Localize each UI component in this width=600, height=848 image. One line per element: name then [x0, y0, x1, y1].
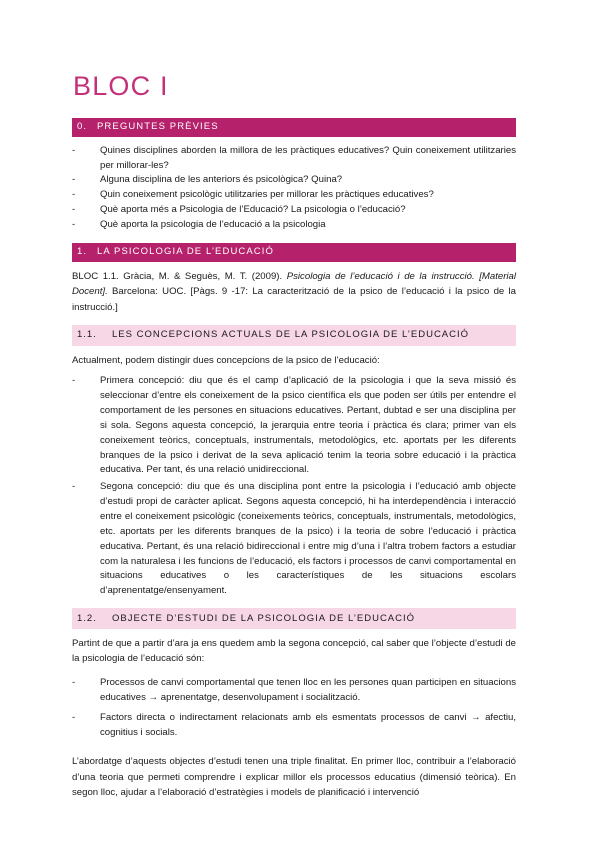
section-header-1	[72, 243, 516, 262]
questions-list	[72, 144, 516, 233]
reference-suffix: Barcelona: UOC. [Pàgs. 9 -17: La caracterització de la psico de l’educació i la psico de la instrucció.]	[72, 286, 516, 313]
subsection-number: 1.1.	[77, 329, 97, 341]
section-title: PREGUNTES PRÈVIES	[97, 121, 219, 133]
intro-paragraph: Actualment, podem distingir dues concepcions de la psico de l’educació:	[72, 354, 380, 366]
list-item: - Quin coneixement psicològic utilitzaries per millorar les pràctiques educatives?	[72, 188, 516, 203]
list-item: - Què aporta més a Psicologia de l’Educació? La psicologia o l’educació?	[72, 203, 516, 218]
document-title: BLOC I	[73, 71, 169, 101]
section-header-0	[72, 118, 516, 137]
subsection-title: LES CONCEPCIONS ACTUALS DE LA PSICOLOGIA DE L’EDUCACIÓ	[112, 329, 470, 341]
list-item: - Alguna disciplina de les anteriors és psicològica? Quina?	[72, 173, 516, 188]
intro-paragraph: Partint de que a partir d’ara ja ens quedem amb la segona concepció, cal saber que l’objecte d’estudi de la psicologia de l’educació són:	[72, 638, 516, 664]
section-number: 0.	[77, 121, 88, 133]
reference-italic: Psicologia de l’educació i de la instrucció. [Material Docent].	[72, 270, 516, 298]
concepts-list	[72, 374, 516, 599]
section-title: LA PSICOLOGIA DE L’EDUCACIÓ	[97, 246, 275, 258]
reference-prefix: BLOC 1.1. Gràcia, M. & Seguès, M. T. (2009).	[72, 270, 287, 282]
list-item: - Què aporta la psicologia de l’educació a la psicologia	[72, 218, 516, 233]
subsection-header-1-2	[72, 608, 516, 629]
section-number: 1.	[77, 246, 88, 258]
body-paragraph: L’abordatge d’aquests objectes d’estudi tenen una triple finalitat. En primer lloc, contribuir a l’elaboració d’una teoria que permeti comprendre i explicar millor els processos educatius (dimensió teòrica). En segon lloc, ajudar a l’elaboració d’estratègies i models de planificació i intervenció	[72, 756, 516, 799]
list-item: - Segona concepció: diu que és una disciplina pont entre la psicologia i l’educació amb objecte d’estudi propi de caràcter aplicat. Segons aquesta concepció, hi ha interdependència i interacció entre el coneixement psicològic (coneixements teòrics, conceptuals, instrumentals, metodològics, etc. aportats per les diferents branques de la psico) i la teoria de sobre l’educació i pràctica educativa. Pertant, és una relació bidireccional i entre mig d’una i l’altra trobem factors a estudiar com la naturalesa i les funcions de l’educació, els factors i processos de canvi comportamental en situacions educatives o les característiques de les situacions escolars d’aprenentatge/ensenyament.	[72, 480, 516, 599]
subsection-title: OBJECTE D’ESTUDI DE LA PSICOLOGIA DE L’EDUCACIÓ	[112, 612, 416, 624]
list-item: - Processos de canvi comportamental que tenen lloc en les persones quan participen en situacions educatives → aprenentatge, desenvolupament i socialització.	[72, 676, 516, 706]
subsection-header-1-1	[72, 325, 516, 346]
list-item: - Primera concepció: diu que és el camp d’aplicació de la psicologia i que la seva missió és seleccionar d’entre els coneixement de la psico científica els que poden ser útils per entendre el comportament de les persones en situacions educatives. Pertant, dubtad e ser una disciplina per si sola. Segons aquesta concepció, la jerarquia entre teoria i pràctica és clara; primer van els coneixement teòrics, conceptuals, instrumentals, metodològics, etc. aportats per les diferents branques de la psico i derivat de la seva aplicació tenim la teoria sobre educació i la pràctica educativa. Per tant, és una relació unidireccional.	[72, 374, 516, 478]
list-item: - Factors directa o indirectament relacionats amb els esmentats processos de canvi → afectiu, cognitius i socials.	[72, 711, 516, 741]
objects-list	[72, 676, 516, 740]
list-item: - Quines disciplines aborden la millora de les pràctiques educatives? Quin coneixement utilitzaries per millorar-les?	[72, 144, 516, 174]
reference-paragraph	[72, 269, 516, 315]
subsection-number: 1.2.	[77, 612, 97, 624]
